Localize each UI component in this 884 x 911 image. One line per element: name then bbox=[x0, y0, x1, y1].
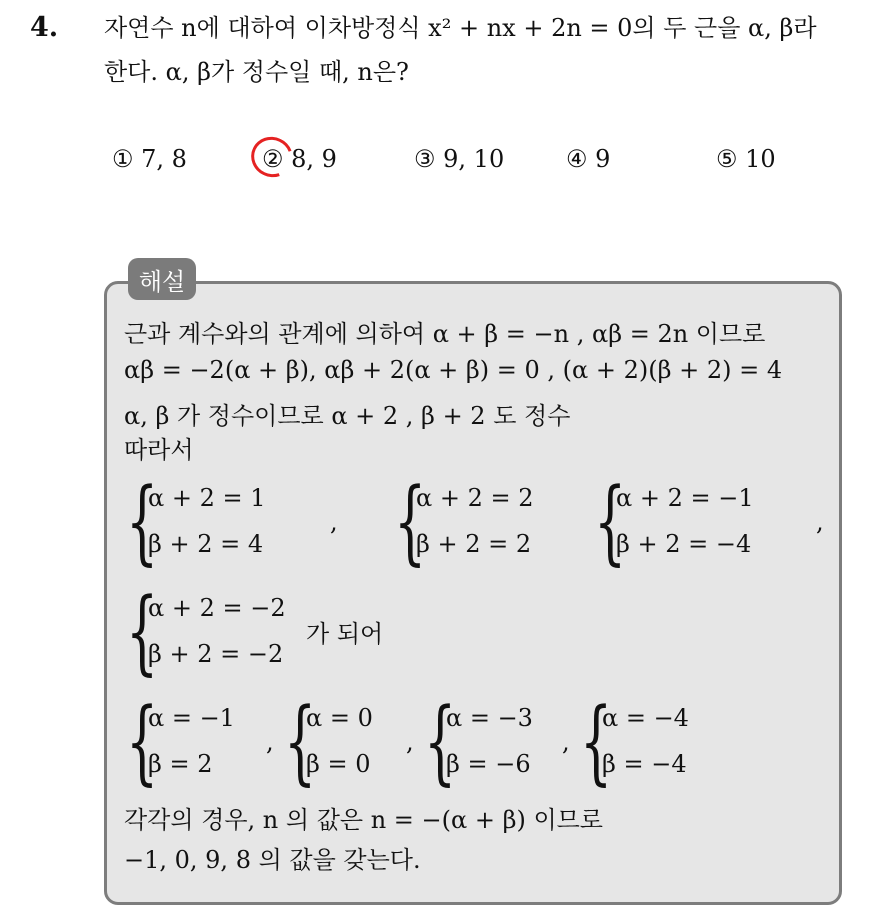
system-row: β = −4 bbox=[602, 750, 687, 778]
solution-line-2: αβ = −2(α + β), αβ + 2(α + β) = 0 , (α + 2)(β + 2) = 4 bbox=[124, 356, 783, 384]
solution-line-3: α, β 가 정수이므로 α + 2 , β + 2 도 정수 bbox=[124, 402, 571, 430]
answer-circle-mark bbox=[245, 130, 300, 184]
choice-2[interactable]: ② 8, 9 bbox=[262, 145, 337, 173]
system-row: β + 2 = 4 bbox=[148, 530, 264, 558]
system-row: β = 0 bbox=[306, 750, 371, 778]
question-text-line1: 자연수 n에 대하여 이차방정식 x² + nx + 2n = 0의 두 근을 α, β라 bbox=[104, 14, 817, 42]
system-row: α = 0 bbox=[306, 704, 373, 732]
conclusion-line-2: −1, 0, 9, 8 의 값을 갖는다. bbox=[124, 846, 421, 874]
system-row: β + 2 = −4 bbox=[616, 530, 752, 558]
system-row: α = −4 bbox=[602, 704, 689, 732]
system-row: β = −6 bbox=[446, 750, 531, 778]
system-row: α + 2 = 2 bbox=[416, 484, 534, 512]
choice-1[interactable]: ① 7, 8 bbox=[112, 145, 187, 173]
system-row: α + 2 = −2 bbox=[148, 594, 286, 622]
system-row: β + 2 = 2 bbox=[416, 530, 532, 558]
left-brace-icon: { bbox=[594, 468, 627, 575]
comma: , bbox=[562, 728, 570, 756]
system-row: α = −3 bbox=[446, 704, 533, 732]
left-brace-icon: { bbox=[284, 688, 317, 795]
left-brace-icon: { bbox=[126, 688, 159, 795]
choice-4[interactable]: ④ 9 bbox=[566, 145, 611, 173]
question-text-line2: 한다. α, β가 정수일 때, n은? bbox=[104, 58, 409, 86]
system-row: α = −1 bbox=[148, 704, 235, 732]
question-number: 4. bbox=[30, 12, 59, 43]
comma: , bbox=[330, 508, 338, 536]
system-row: α + 2 = −1 bbox=[616, 484, 754, 512]
comma: , bbox=[816, 508, 824, 536]
conclusion-line-1: 각각의 경우, n 의 값은 n = −(α + β) 이므로 bbox=[124, 806, 603, 834]
comma: , bbox=[406, 728, 414, 756]
solution-line-4: 따라서 bbox=[124, 436, 194, 464]
system-row: α + 2 = 1 bbox=[148, 484, 266, 512]
choice-5[interactable]: ⑤ 10 bbox=[716, 145, 776, 173]
choice-3[interactable]: ③ 9, 10 bbox=[414, 145, 505, 173]
system-row: β = 2 bbox=[148, 750, 213, 778]
solution-line-1: 근과 계수와의 관계에 의하여 α + β = −n , αβ = 2n 이므로 bbox=[124, 320, 766, 348]
system-row: β + 2 = −2 bbox=[148, 640, 284, 668]
comma: , bbox=[266, 728, 274, 756]
row2-text: 가 되어 bbox=[306, 620, 384, 648]
left-brace-icon: { bbox=[126, 468, 159, 575]
solution-tag: 해설 bbox=[128, 258, 196, 300]
left-brace-icon: { bbox=[126, 578, 159, 685]
left-brace-icon: { bbox=[580, 688, 613, 795]
left-brace-icon: { bbox=[424, 688, 457, 795]
left-brace-icon: { bbox=[394, 468, 427, 575]
